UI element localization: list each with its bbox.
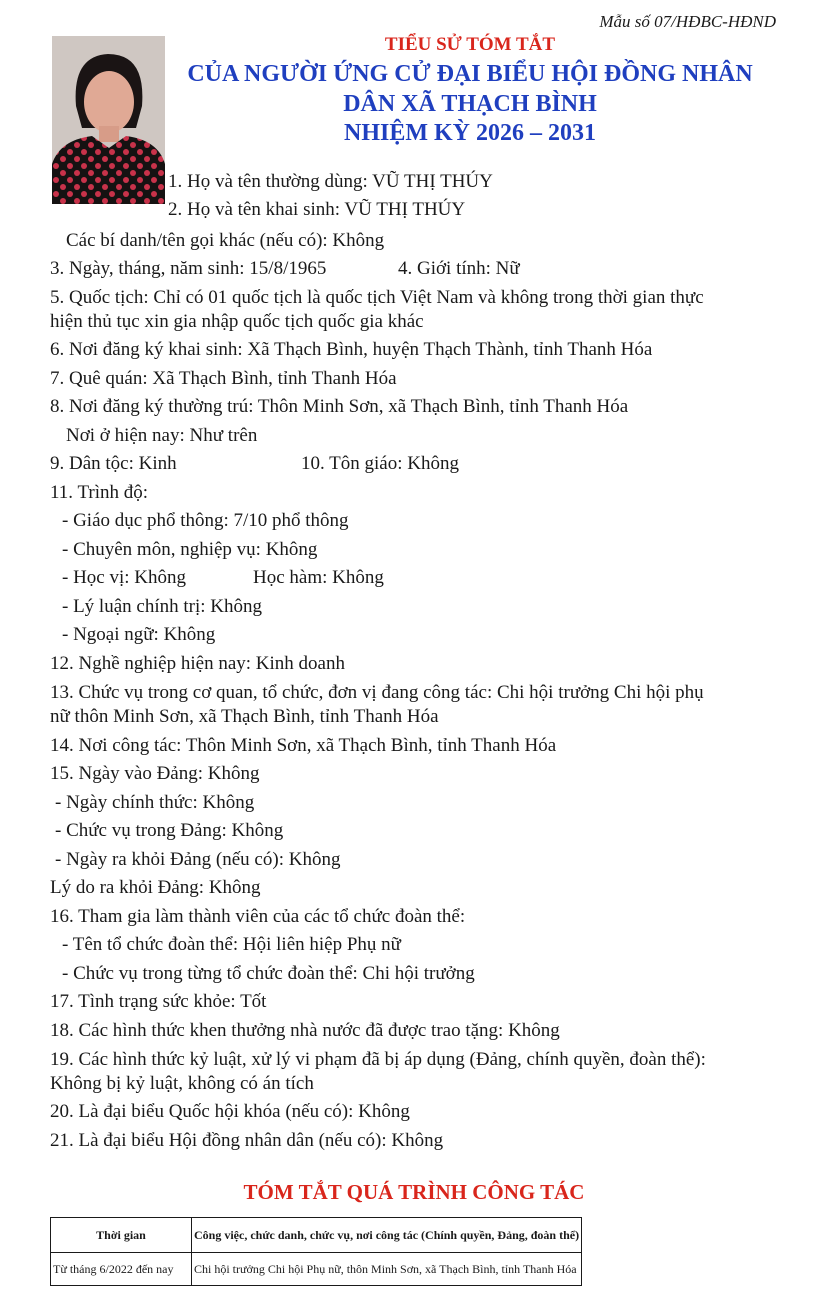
table-header-row — [51, 1218, 582, 1253]
field-common-name: 1. Họ và tên thường dùng: VŨ THỊ THÚY — [168, 171, 493, 192]
field-gender: 4. Giới tính: Nữ — [398, 258, 520, 279]
field-position: 13. Chức vụ trong cơ quan, tổ chức, đơn vị đang công tác: Chi hội trưởng Chi hội phụ — [50, 682, 704, 703]
cell-position: Chi hội trưởng Chi hội Phụ nữ, thôn Minh Sơn, xã Thạch Bình, tỉnh Thanh Hóa — [192, 1253, 582, 1286]
field-health: 17. Tình trạng sức khỏe: Tốt — [50, 991, 267, 1012]
work-history-title: TÓM TẮT QUÁ TRÌNH CÔNG TÁC — [243, 1180, 585, 1204]
column-header-period: Thời gian — [51, 1218, 192, 1253]
field-organization-role: - Chức vụ trong từng tổ chức đoàn thể: Chi hội trưởng — [62, 963, 475, 984]
field-permanent-residence: 8. Nơi đăng ký thường trú: Thôn Minh Sơn, xã Thạch Bình, tỉnh Thanh Hóa — [50, 396, 629, 417]
field-party-position: - Chức vụ trong Đảng: Không — [55, 820, 284, 841]
field-occupation: 12. Nghề nghiệp hiện nay: Kinh doanh — [50, 653, 345, 674]
field-party-exit-reason: Lý do ra khỏi Đảng: Không — [50, 877, 261, 898]
doc-title-1: TIỂU SỬ TÓM TẮT — [384, 34, 556, 55]
field-current-residence: Nơi ở hiện nay: Như trên — [66, 425, 258, 446]
field-party-exit-date: - Ngày ra khỏi Đảng (nếu có): Không — [55, 849, 341, 870]
field-general-education: - Giáo dục phổ thông: 7/10 phổ thông — [62, 510, 349, 531]
doc-title-3: DÂN XÃ THẠCH BÌNH — [343, 91, 597, 117]
field-organization-name: - Tên tổ chức đoàn thể: Hội liên hiệp Phụ nữ — [62, 934, 401, 955]
field-workplace: 14. Nơi công tác: Thôn Minh Sơn, xã Thạch Bình, tỉnh Thanh Hóa — [50, 735, 557, 756]
field-aliases: Các bí danh/tên gọi khác (nếu có): Không — [66, 230, 385, 251]
field-birthdate: 3. Ngày, tháng, năm sinh: 15/8/1965 — [50, 258, 327, 279]
portrait-photo — [52, 36, 165, 204]
field-nationality-cont: hiện thủ tục xin gia nhập quốc tịch quốc gia khác — [50, 311, 424, 332]
field-awards: 18. Các hình thức khen thưởng nhà nước đã được trao tặng: Không — [50, 1020, 560, 1041]
field-foreign-language: - Ngoại ngữ: Không — [62, 624, 216, 645]
field-nationality: 5. Quốc tịch: Chỉ có 01 quốc tịch là quốc tịch Việt Nam và không trong thời gian thực — [50, 287, 704, 308]
field-organizations: 16. Tham gia làm thành viên của các tổ chức đoàn thể: — [50, 906, 466, 927]
doc-title-4: NHIỆM KỲ 2026 – 2031 — [344, 120, 596, 146]
cell-period: Từ tháng 6/2022 đến nay — [51, 1253, 192, 1286]
field-hometown: 7. Quê quán: Xã Thạch Bình, tỉnh Thanh Hóa — [50, 368, 397, 389]
doc-title-2: CỦA NGƯỜI ỨNG CỬ ĐẠI BIỂU HỘI ĐỒNG NHÂN — [187, 61, 753, 87]
field-specialty: - Chuyên môn, nghiệp vụ: Không — [62, 539, 318, 560]
form-code: Mẫu số 07/HĐBC-HĐND — [599, 12, 776, 31]
field-ethnicity: 9. Dân tộc: Kinh — [50, 453, 177, 474]
field-education-heading: 11. Trình độ: — [50, 482, 149, 503]
work-history-table — [50, 1217, 582, 1286]
field-position-cont: nữ thôn Minh Sơn, xã Thạch Bình, tỉnh Thanh Hóa — [50, 706, 439, 727]
field-birth-registration: 6. Nơi đăng ký khai sinh: Xã Thạch Bình, huyện Thạch Thành, tỉnh Thanh Hóa — [50, 339, 653, 360]
field-peoples-council: 21. Là đại biểu Hội đồng nhân dân (nếu có): Không — [50, 1130, 444, 1151]
field-religion: 10. Tôn giáo: Không — [301, 453, 459, 474]
field-academic-title: Học hàm: Không — [253, 567, 384, 588]
field-political-theory: - Lý luận chính trị: Không — [62, 596, 262, 617]
field-discipline-cont: Không bị kỷ luật, không có án tích — [50, 1073, 314, 1094]
field-party-join-date: 15. Ngày vào Đảng: Không — [50, 763, 260, 784]
column-header-position: Công việc, chức danh, chức vụ, nơi công tác (Chính quyền, Đảng, đoàn thể) — [192, 1218, 582, 1253]
field-party-official-date: - Ngày chính thức: Không — [55, 792, 255, 813]
field-discipline: 19. Các hình thức kỷ luật, xử lý vi phạm đã bị áp dụng (Đảng, chính quyền, đoàn thể): — [50, 1049, 706, 1070]
table-row — [51, 1253, 582, 1286]
field-national-assembly: 20. Là đại biểu Quốc hội khóa (nếu có): Không — [50, 1101, 410, 1122]
field-degree: - Học vị: Không — [62, 567, 187, 588]
field-birth-name: 2. Họ và tên khai sinh: VŨ THỊ THÚY — [168, 199, 466, 220]
